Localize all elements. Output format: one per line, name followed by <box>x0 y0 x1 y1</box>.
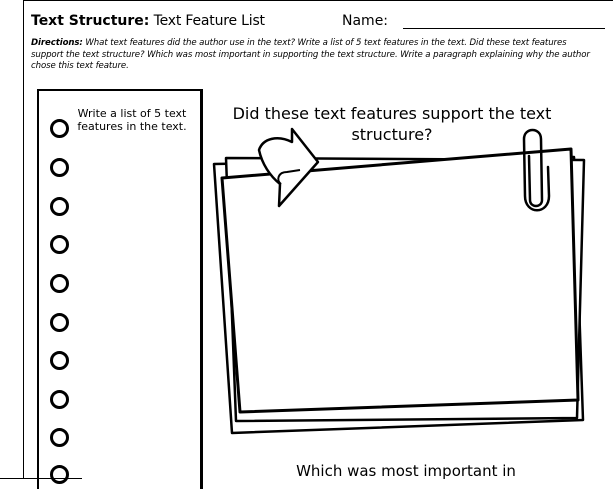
name-label: Name: <box>342 13 389 29</box>
important-question: Which was most important in <box>296 462 516 480</box>
directions-body: What text features did the author use in the text? Write a list of 5 text features in the text. Did these text features support the text structure? Which was most important in supporting the text structure. Write a paragraph explaining why the author chose this text feature. <box>31 38 590 71</box>
support-question: Did these text features support the text structure? <box>232 104 552 144</box>
worksheet-subtitle: Text Feature List <box>149 13 265 29</box>
directions-label: Directions: <box>31 38 83 48</box>
worksheet-title: Text Structure: <box>31 13 150 29</box>
list-instruction: Write a list of 5 text features in the text. <box>77 107 187 133</box>
